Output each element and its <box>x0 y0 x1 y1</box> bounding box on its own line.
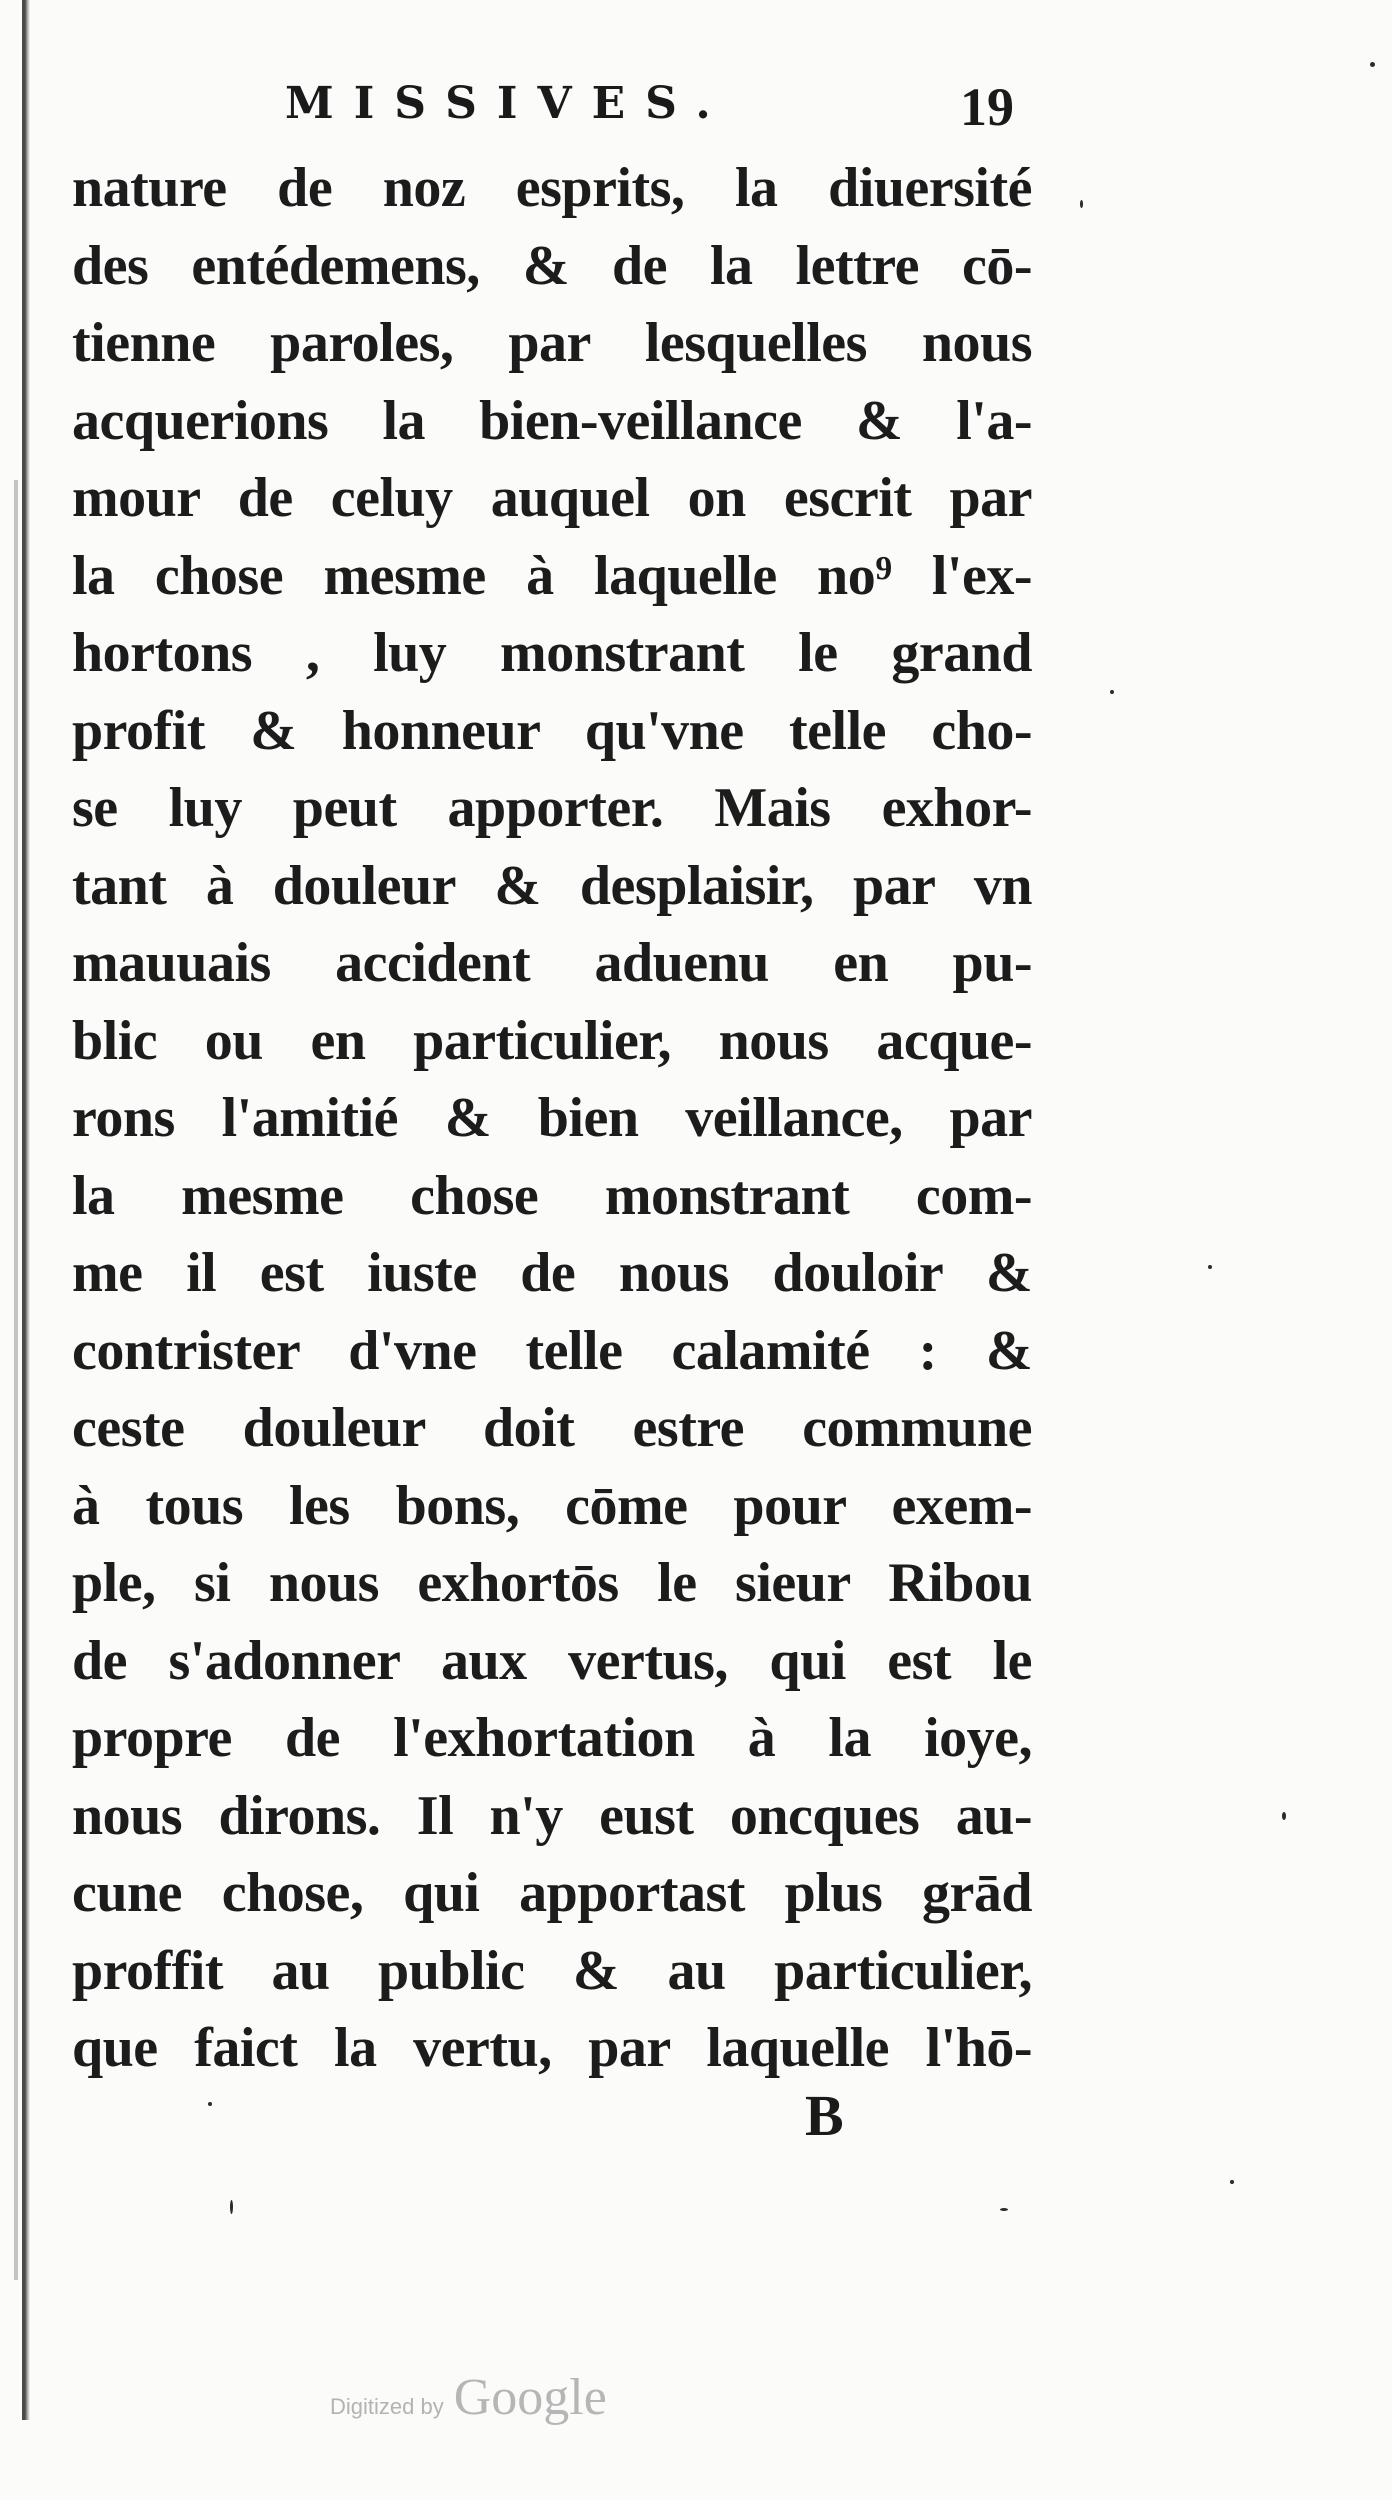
text-line: hortons , luy monstrant le grand <box>72 622 1032 684</box>
ink-speck <box>1000 2208 1008 2211</box>
ink-speck <box>1230 2180 1234 2184</box>
digitization-watermark <box>330 2368 607 2428</box>
text-line: mauuais accident aduenu en pu- <box>72 932 1032 994</box>
text-line: propre de l'exhortation à la ioye, <box>72 1707 1032 1769</box>
text-line: la chose mesme à laquelle no⁹ l'ex- <box>72 544 1032 607</box>
text-line: à tous les bons, cōme pour exem- <box>72 1474 1032 1537</box>
ink-speck <box>230 2200 233 2214</box>
text-line: que faict la vertu, par laquelle l'hō- <box>72 2017 1032 2079</box>
ink-speck <box>1208 1265 1212 1269</box>
text-line: me il est iuste de nous douloir & <box>72 1242 1032 1304</box>
text-line: ceste douleur doit estre commune <box>72 1397 1032 1459</box>
text-line: de s'adonner aux vertus, qui est le <box>72 1629 1032 1692</box>
page-number: 19 <box>960 77 1014 137</box>
text-line: ple, si nous exhortōs le sieur Ribou <box>72 1552 1032 1614</box>
text-line: des entédemens, & de la lettre cō- <box>72 234 1032 297</box>
text-line: acquerions la bien-veillance & l'a- <box>72 389 1032 452</box>
ink-speck <box>1110 690 1114 694</box>
text-line: cune chose, qui apportast plus grād <box>72 1862 1032 1924</box>
google-logo: Google <box>453 2369 607 2426</box>
text-line: profit & honneur qu'vne telle cho- <box>72 699 1032 762</box>
text-line: contrister d'vne telle calamité : & <box>72 1319 1032 1382</box>
text-line: nature de noz esprits, la diuersité <box>72 157 1032 219</box>
catchword: B <box>805 2083 844 2148</box>
text-line: tienne paroles, par lesquelles nous <box>72 312 1032 374</box>
running-head: MISSIVES. <box>285 78 731 129</box>
text-line: mour de celuy auquel on escrit par <box>72 467 1032 529</box>
binding-edge <box>22 0 30 2420</box>
text-line: tant à douleur & desplaisir, par vn <box>72 854 1032 917</box>
text-line: blic ou en particulier, nous acque- <box>72 1009 1032 1072</box>
text-line: rons l'amitié & bien veillance, par <box>72 1087 1032 1149</box>
text-line: nous dirons. Il n'y eust oncques au- <box>72 1784 1032 1847</box>
body-text <box>72 150 1032 2088</box>
ink-speck <box>1282 1812 1286 1820</box>
ink-speck <box>1080 200 1083 208</box>
binding-shadow <box>14 480 18 2280</box>
ink-speck <box>208 2102 212 2106</box>
ink-speck <box>1370 62 1375 67</box>
text-line: se luy peut apporter. Mais exhor- <box>72 777 1032 839</box>
watermark-prefix: Digitized by <box>330 2394 444 2419</box>
text-line: la mesme chose monstrant com- <box>72 1164 1032 1227</box>
text-line: proffit au public & au particulier, <box>72 1939 1032 2002</box>
